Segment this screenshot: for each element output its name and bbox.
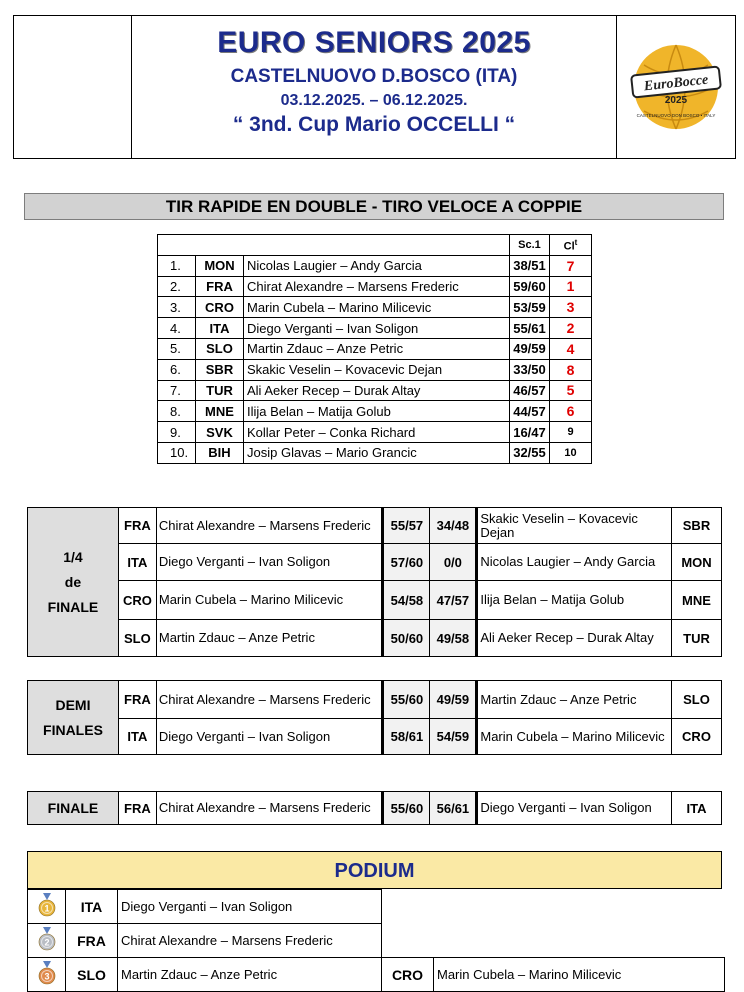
ranking-row bbox=[158, 359, 592, 380]
team-names: Skakic Veselin – Kovacevic Dejan bbox=[244, 359, 510, 380]
match-row bbox=[28, 620, 722, 657]
score: 16/47 bbox=[510, 422, 550, 443]
team2-score: 49/59 bbox=[430, 681, 477, 719]
podium-country: FRA bbox=[66, 924, 118, 958]
stage-label-line: FINALE bbox=[47, 598, 99, 615]
team2-country: MON bbox=[672, 544, 722, 581]
score: 44/57 bbox=[510, 401, 550, 422]
semifinals-table bbox=[27, 680, 722, 755]
stage-label bbox=[28, 792, 119, 825]
rank-position: 10. bbox=[158, 442, 196, 463]
team2-country: TUR bbox=[672, 620, 722, 657]
medal-icon bbox=[38, 927, 56, 951]
team2-names: Skakic Veselin – Kovacevic Dejan bbox=[477, 508, 672, 544]
classification: 4 bbox=[550, 338, 592, 359]
team-names: Josip Glavas – Mario Grancic bbox=[244, 442, 510, 463]
team1-names: Chirat Alexandre – Marsens Frederic bbox=[156, 508, 383, 544]
score: 46/57 bbox=[510, 380, 550, 401]
match-row bbox=[28, 508, 722, 544]
ranking-row bbox=[158, 338, 592, 359]
team2-names: Diego Verganti – Ivan Soligon bbox=[477, 792, 672, 825]
podium-row bbox=[28, 958, 725, 992]
discipline-banner: TIR RAPIDE EN DOUBLE - TIRO VELOCE A COPPIE bbox=[24, 193, 724, 220]
ranking-row bbox=[158, 255, 592, 276]
medal-icon bbox=[38, 893, 56, 917]
podium-country: SLO bbox=[66, 958, 118, 992]
eurobocce-logo bbox=[624, 35, 728, 139]
country-code: TUR bbox=[196, 380, 244, 401]
team1-score: 54/58 bbox=[383, 581, 430, 620]
country-code: SBR bbox=[196, 359, 244, 380]
team-names: Martin Zdauc – Anze Petric bbox=[244, 338, 510, 359]
team1-score: 50/60 bbox=[383, 620, 430, 657]
rank-position: 4. bbox=[158, 318, 196, 339]
country-code: BIH bbox=[196, 442, 244, 463]
rank-position: 2. bbox=[158, 276, 196, 297]
team-names: Nicolas Laugier – Andy Garcia bbox=[244, 255, 510, 276]
ranking-row bbox=[158, 297, 592, 318]
rank-position: 3. bbox=[158, 297, 196, 318]
match-row bbox=[28, 581, 722, 620]
podium-country: ITA bbox=[66, 890, 118, 924]
ranking-header-row bbox=[158, 235, 592, 256]
podium-country: CRO bbox=[382, 958, 434, 992]
classification: 10 bbox=[550, 442, 592, 463]
rank-position: 5. bbox=[158, 338, 196, 359]
match-row bbox=[28, 681, 722, 719]
stage-label-line: FINALES bbox=[43, 721, 103, 738]
team-names: Ali Aeker Recep – Durak Altay bbox=[244, 380, 510, 401]
medal-number: 1 bbox=[43, 903, 50, 914]
country-code: FRA bbox=[196, 276, 244, 297]
team2-score: 47/57 bbox=[430, 581, 477, 620]
team2-score: 54/59 bbox=[430, 719, 477, 755]
stage-label-line: 1/4 bbox=[63, 548, 83, 565]
team2-country: SBR bbox=[672, 508, 722, 544]
col-score-header: Sc.1 bbox=[510, 235, 550, 256]
team1-country: ITA bbox=[118, 719, 156, 755]
ranking-row bbox=[158, 380, 592, 401]
classification: 6 bbox=[550, 401, 592, 422]
score: 55/61 bbox=[510, 318, 550, 339]
team2-country: MNE bbox=[672, 581, 722, 620]
match-row bbox=[28, 719, 722, 755]
podium-names: Diego Verganti – Ivan Soligon bbox=[118, 890, 382, 924]
team1-names: Martin Zdauc – Anze Petric bbox=[156, 620, 383, 657]
team2-country: ITA bbox=[672, 792, 722, 825]
team-names: Diego Verganti – Ivan Soligon bbox=[244, 318, 510, 339]
team1-names: Diego Verganti – Ivan Soligon bbox=[156, 544, 383, 581]
cup-name: “ 3nd. Cup Mario OCCELLI “ bbox=[232, 113, 516, 136]
header bbox=[13, 15, 736, 159]
podium-title: PODIUM bbox=[27, 851, 722, 889]
stage-label-line: FINALE bbox=[47, 799, 99, 816]
team-names: Chirat Alexandre – Marsens Frederic bbox=[244, 276, 510, 297]
team1-names: Chirat Alexandre – Marsens Frederic bbox=[156, 792, 383, 825]
classification: 1 bbox=[550, 276, 592, 297]
event-title: EURO SENIORS 2025 bbox=[217, 26, 531, 59]
stage-label bbox=[28, 681, 119, 755]
team1-country: CRO bbox=[118, 581, 156, 620]
team1-score: 55/57 bbox=[383, 508, 430, 544]
team1-country: SLO bbox=[118, 620, 156, 657]
score: 59/60 bbox=[510, 276, 550, 297]
team2-names: Ali Aeker Recep – Durak Altay bbox=[477, 620, 672, 657]
team1-country: ITA bbox=[118, 544, 156, 581]
medal-icon bbox=[38, 961, 56, 985]
team1-names: Diego Verganti – Ivan Soligon bbox=[156, 719, 383, 755]
podium-names: Chirat Alexandre – Marsens Frederic bbox=[118, 924, 382, 958]
team2-names: Ilija Belan – Matija Golub bbox=[477, 581, 672, 620]
medal-number: 2 bbox=[43, 937, 50, 948]
ranking-row bbox=[158, 318, 592, 339]
classification: 2 bbox=[550, 318, 592, 339]
score: 49/59 bbox=[510, 338, 550, 359]
team-names: Marin Cubela – Marino Milicevic bbox=[244, 297, 510, 318]
team1-score: 55/60 bbox=[383, 792, 430, 825]
classification: 7 bbox=[550, 255, 592, 276]
event-dates: 03.12.2025. – 06.12.2025. bbox=[280, 92, 468, 109]
header-title-block bbox=[132, 16, 617, 158]
score: 33/50 bbox=[510, 359, 550, 380]
podium-names: Martin Zdauc – Anze Petric bbox=[118, 958, 382, 992]
medal-number: 3 bbox=[43, 971, 50, 982]
classification: 3 bbox=[550, 297, 592, 318]
podium-names: Marin Cubela – Marino Milicevic bbox=[434, 958, 725, 992]
team1-names: Marin Cubela – Marino Milicevic bbox=[156, 581, 383, 620]
team2-names: Nicolas Laugier – Andy Garcia bbox=[477, 544, 672, 581]
col-rank-header: Cl$^t$ bbox=[550, 235, 592, 256]
team2-score: 34/48 bbox=[430, 508, 477, 544]
score: 53/59 bbox=[510, 297, 550, 318]
country-code: SVK bbox=[196, 422, 244, 443]
team1-country: FRA bbox=[118, 792, 156, 825]
country-code: CRO bbox=[196, 297, 244, 318]
quarterfinals-table bbox=[27, 507, 722, 657]
team2-score: 0/0 bbox=[430, 544, 477, 581]
team2-names: Martin Zdauc – Anze Petric bbox=[477, 681, 672, 719]
team2-score: 49/58 bbox=[430, 620, 477, 657]
country-code: MON bbox=[196, 255, 244, 276]
team1-score: 55/60 bbox=[383, 681, 430, 719]
stage-label bbox=[28, 508, 119, 657]
team1-names: Chirat Alexandre – Marsens Frederic bbox=[156, 681, 383, 719]
logo-brand-text: EuroBocce bbox=[643, 72, 710, 95]
team2-names: Marin Cubela – Marino Milicevic bbox=[477, 719, 672, 755]
team1-country: FRA bbox=[118, 508, 156, 544]
podium-table bbox=[27, 889, 725, 992]
team1-country: FRA bbox=[118, 681, 156, 719]
event-location: CASTELNUOVO D.BOSCO (ITA) bbox=[230, 66, 518, 87]
medal-cell bbox=[28, 890, 66, 924]
medal-cell bbox=[28, 924, 66, 958]
classification: 8 bbox=[550, 359, 592, 380]
team2-country: SLO bbox=[671, 681, 721, 719]
logo-subtitle-text: CASTELNUOVO DON BOSCO • ITALY bbox=[636, 113, 716, 118]
team2-score: 56/61 bbox=[430, 792, 477, 825]
team1-score: 57/60 bbox=[383, 544, 430, 581]
team-names: Kollar Peter – Conka Richard bbox=[244, 422, 510, 443]
stage-label-line: DEMI bbox=[55, 696, 91, 713]
classification: 9 bbox=[550, 422, 592, 443]
header-left-cell bbox=[14, 16, 132, 158]
country-code: SLO bbox=[196, 338, 244, 359]
match-row bbox=[28, 544, 722, 581]
country-code: MNE bbox=[196, 401, 244, 422]
match-row bbox=[28, 792, 722, 825]
score: 38/51 bbox=[510, 255, 550, 276]
ranking-row bbox=[158, 442, 592, 463]
team2-country: CRO bbox=[671, 719, 721, 755]
medal-cell bbox=[28, 958, 66, 992]
ranking-row bbox=[158, 422, 592, 443]
team1-score: 58/61 bbox=[383, 719, 430, 755]
ranking-table bbox=[157, 234, 592, 464]
final-table bbox=[27, 791, 722, 825]
classification: 5 bbox=[550, 380, 592, 401]
rank-position: 9. bbox=[158, 422, 196, 443]
stage-label-line: de bbox=[64, 573, 82, 590]
header-logo-cell bbox=[617, 16, 735, 158]
score: 32/55 bbox=[510, 442, 550, 463]
team-names: Ilija Belan – Matija Golub bbox=[244, 401, 510, 422]
country-code: ITA bbox=[196, 318, 244, 339]
rank-position: 1. bbox=[158, 255, 196, 276]
logo-year-text: 2025 bbox=[664, 95, 688, 106]
ranking-row bbox=[158, 401, 592, 422]
rank-position: 7. bbox=[158, 380, 196, 401]
rank-position: 8. bbox=[158, 401, 196, 422]
podium-row bbox=[28, 924, 725, 958]
ranking-row bbox=[158, 276, 592, 297]
podium-row bbox=[28, 890, 725, 924]
rank-position: 6. bbox=[158, 359, 196, 380]
